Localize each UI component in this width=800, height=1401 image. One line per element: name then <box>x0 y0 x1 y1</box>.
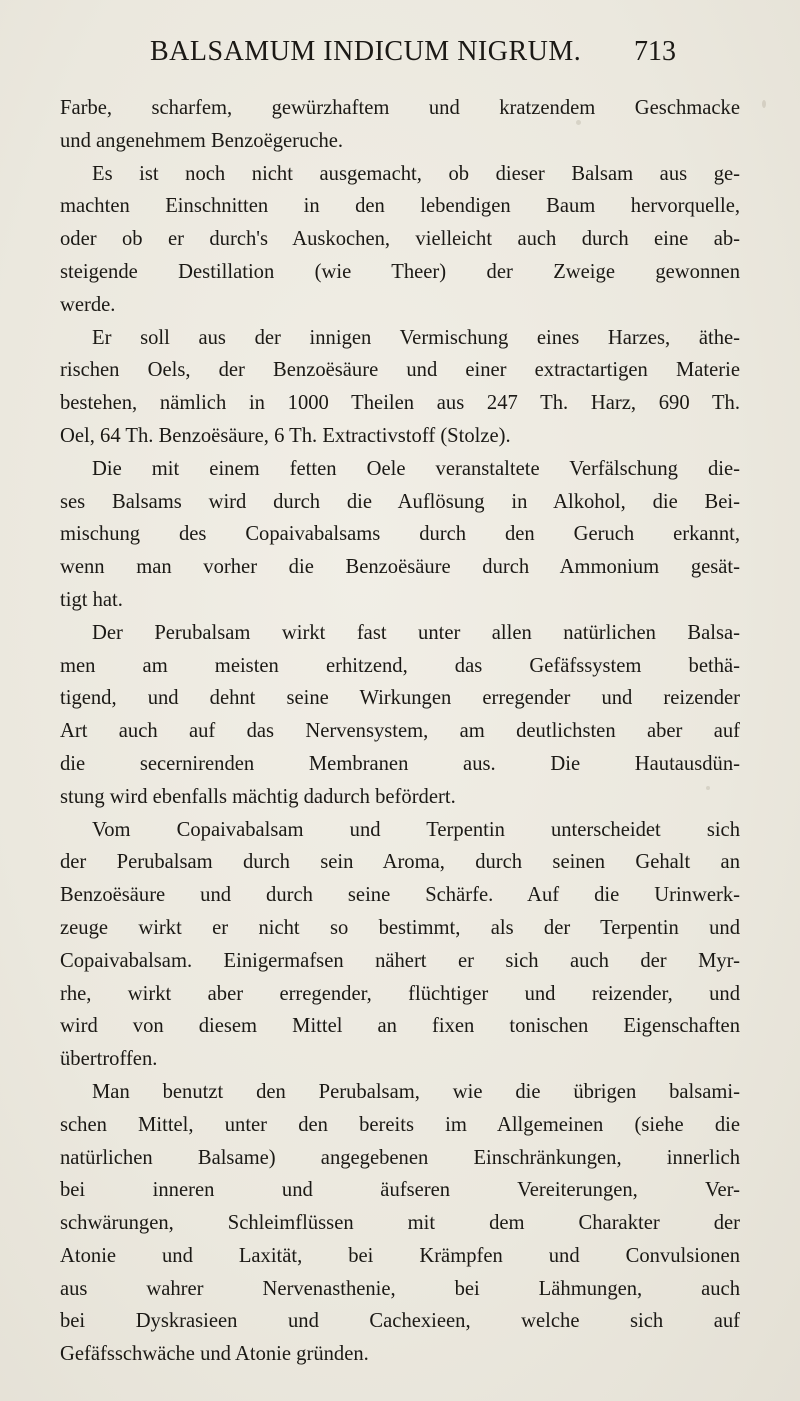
text-line: Copaivabalsam. Einigermafsen nähert er sich auch der Myr- <box>60 949 740 972</box>
text-line: Atonie und Laxität, bei Krämpfen und Convulsionen <box>60 1244 740 1267</box>
text-line: tigt hat. <box>60 588 123 611</box>
text-line: Vom Copaivabalsam und Terpentin unterscheidet sich <box>92 818 740 841</box>
paper-blemish <box>762 100 766 108</box>
text-line: rischen Oels, der Benzoësäure und einer extractartigen Materie <box>60 359 740 382</box>
text-line: Farbe, scharfem, gewürzhaftem und kratzendem Geschmacke <box>60 97 740 119</box>
text-line: Es ist noch nicht ausgemacht, ob dieser Balsam aus ge- <box>92 162 740 185</box>
text-line: Der Perubalsam wirkt fast unter allen natürlichen Balsa- <box>92 621 740 644</box>
text-line: Benzoësäure und durch seine Schärfe. Auf die Urinwerk- <box>60 884 740 907</box>
text-line: Er soll aus der innigen Vermischung eines Harzes, äthe- <box>92 326 740 349</box>
text-line: stung wird ebenfalls mächtig dadurch befördert. <box>60 785 456 808</box>
text-line: ses Balsams wird durch die Auflösung in Alkohol, die Bei- <box>60 490 740 513</box>
running-title: BALSAMUM INDICUM NIGRUM. <box>150 36 582 67</box>
text-line: der Perubalsam durch sein Aroma, durch seinen Gehalt an <box>60 851 740 874</box>
text-line: oder ob er durch's Auskochen, vielleicht auch durch eine ab- <box>60 228 740 251</box>
text-line: natürlichen Balsame) angegebenen Einschränkungen, innerlich <box>60 1146 740 1169</box>
text-line: Art auch auf das Nervensystem, am deutlichsten aber auf <box>60 720 740 743</box>
text-line: zeuge wirkt er nicht so bestimmt, als der Terpentin und <box>60 916 740 939</box>
text-line: rhe, wirkt aber erregender, flüchtiger und reizender, und <box>60 982 740 1005</box>
text-line: die secernirenden Membranen aus. Die Hautausdün- <box>60 752 740 775</box>
text-line: bei Dyskrasieen und Cachexieen, welche sich auf <box>60 1310 740 1333</box>
text-line: men am meisten erhitzend, das Gefäfssystem bethä- <box>60 654 740 677</box>
text-line: Gefäfsschwäche und Atonie gründen. <box>60 1343 369 1366</box>
text-line: Die mit einem fetten Oele veranstaltete Verfälschung die- <box>92 457 740 480</box>
text-line: tigend, und dehnt seine Wirkungen erregender und reizender <box>60 687 740 710</box>
text-line: Oel, 64 Th. Benzoësäure, 6 Th. Extractivstoff (Stolze). <box>60 424 511 447</box>
text-line: mischung des Copaivabalsams durch den Geruch erkannt, <box>60 523 740 546</box>
text-line: schen Mittel, unter den bereits im Allgemeinen (siehe die <box>60 1113 740 1136</box>
text-line: steigende Destillation (wie Theer) der Zweige gewonnen <box>60 260 740 283</box>
text-line: werde. <box>60 293 116 316</box>
text-line: Man benutzt den Perubalsam, wie die übrigen balsami- <box>92 1080 740 1103</box>
text-line: aus wahrer Nervenasthenie, bei Lähmungen, auch <box>60 1277 740 1300</box>
text-line: bestehen, nämlich in 1000 Theilen aus 247 Th. Harz, 690 Th. <box>60 392 740 415</box>
body-text <box>60 92 740 1371</box>
text-line: schwärungen, Schleimflüssen mit dem Charakter der <box>60 1212 740 1235</box>
text-line: und angenehmem Benzoëgeruche. <box>60 129 344 152</box>
page-number: 713 <box>634 36 676 67</box>
text-line: übertroffen. <box>60 1048 158 1071</box>
text-line: bei inneren und äufseren Vereiterungen, Ver- <box>60 1179 740 1202</box>
text-line: wird von diesem Mittel an fixen tonischen Eigenschaften <box>60 1015 740 1038</box>
text-line: machten Einschnitten in den lebendigen Baum hervorquelle, <box>60 195 740 218</box>
text-line: wenn man vorher die Benzoësäure durch Ammonium gesät- <box>60 556 740 579</box>
